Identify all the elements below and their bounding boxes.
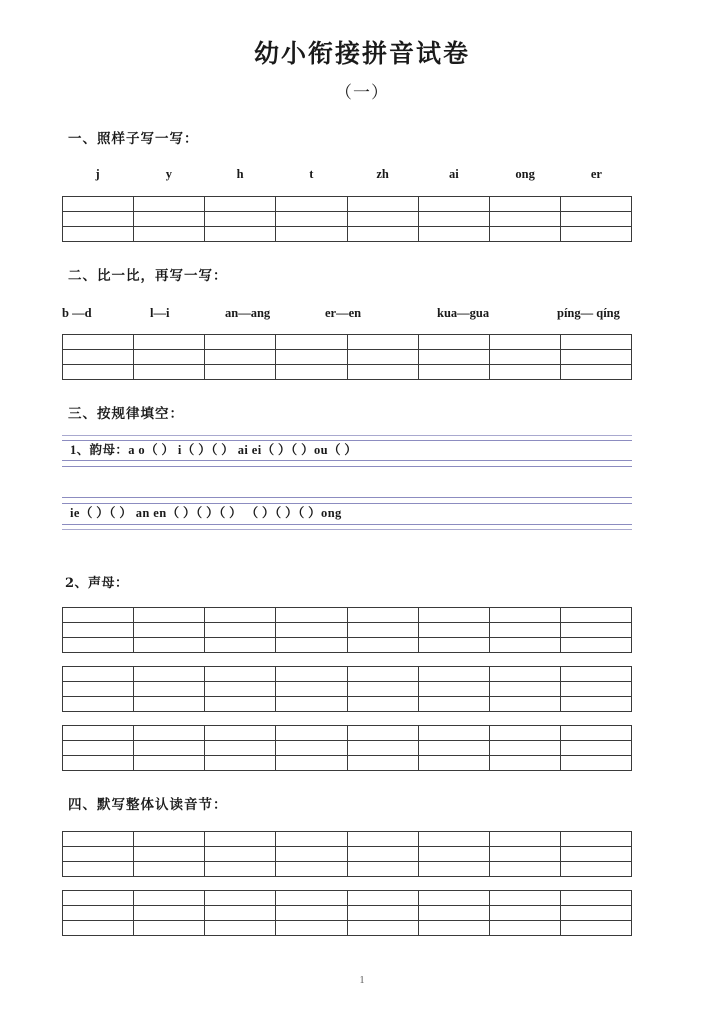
- grid-cell[interactable]: [347, 906, 418, 921]
- grid-cell[interactable]: [276, 697, 347, 712]
- grid-cell[interactable]: [63, 756, 134, 771]
- grid-cell[interactable]: [418, 623, 489, 638]
- grid-cell[interactable]: [489, 756, 560, 771]
- grid-cell[interactable]: [489, 697, 560, 712]
- sample-letter: ai: [449, 166, 459, 181]
- grid-cell[interactable]: [205, 623, 276, 638]
- grid-cell[interactable]: [134, 608, 205, 623]
- grid-cell[interactable]: [276, 226, 347, 241]
- table-row[interactable]: [63, 697, 632, 712]
- grid-cell[interactable]: [63, 891, 134, 906]
- grid-cell[interactable]: [347, 364, 418, 379]
- grid-cell[interactable]: [347, 847, 418, 862]
- grid-cell[interactable]: [276, 196, 347, 211]
- grid-cell[interactable]: [560, 638, 631, 653]
- grid-cell[interactable]: [347, 891, 418, 906]
- grid-cell[interactable]: [418, 349, 489, 364]
- grid-cell[interactable]: [560, 726, 631, 741]
- grid-cell[interactable]: [418, 364, 489, 379]
- grid-cell[interactable]: [418, 667, 489, 682]
- compare-pair: b —d: [62, 305, 92, 320]
- grid-cell[interactable]: [205, 682, 276, 697]
- table-row[interactable]: [63, 921, 632, 936]
- table-row[interactable]: [63, 364, 632, 379]
- grid-cell[interactable]: [418, 726, 489, 741]
- section-heading-three: 三、按规律填空：: [68, 405, 184, 422]
- grid-cell[interactable]: [276, 726, 347, 741]
- grid-cell[interactable]: [205, 726, 276, 741]
- grid-cell[interactable]: [276, 682, 347, 697]
- table-row[interactable]: [63, 196, 632, 211]
- table-row[interactable]: [63, 608, 632, 623]
- grid-cell[interactable]: [134, 638, 205, 653]
- grid-cell[interactable]: [489, 906, 560, 921]
- grid-cell[interactable]: [560, 349, 631, 364]
- grid-cell[interactable]: [205, 226, 276, 241]
- grid-cell[interactable]: [560, 862, 631, 877]
- grid-cell[interactable]: [134, 226, 205, 241]
- grid-cell[interactable]: [63, 364, 134, 379]
- grid-cell[interactable]: [489, 349, 560, 364]
- grid-cell[interactable]: [276, 334, 347, 349]
- grid-cell[interactable]: [276, 891, 347, 906]
- grid-cell[interactable]: [560, 697, 631, 712]
- sample-letter: t: [309, 166, 314, 181]
- initials-grid-one[interactable]: [62, 607, 632, 653]
- grid-cell[interactable]: [418, 906, 489, 921]
- grid-cell[interactable]: [134, 726, 205, 741]
- table-row[interactable]: [63, 334, 632, 349]
- grid-cell[interactable]: [560, 847, 631, 862]
- grid-cell[interactable]: [560, 921, 631, 936]
- grid-cell[interactable]: [489, 921, 560, 936]
- table-row[interactable]: [63, 832, 632, 847]
- table-row[interactable]: [63, 906, 632, 921]
- table-row[interactable]: [63, 682, 632, 697]
- grid-cell[interactable]: [205, 906, 276, 921]
- syllables-grid-two[interactable]: [62, 890, 632, 936]
- table-row[interactable]: [63, 891, 632, 906]
- grid-cell[interactable]: [489, 608, 560, 623]
- grid-cell[interactable]: [205, 638, 276, 653]
- grid-cell[interactable]: [489, 862, 560, 877]
- grid-cell[interactable]: [205, 608, 276, 623]
- grid-cell[interactable]: [63, 726, 134, 741]
- table-row[interactable]: [63, 667, 632, 682]
- initials-grid-three[interactable]: [62, 725, 632, 771]
- grid-cell[interactable]: [347, 862, 418, 877]
- grid-cell[interactable]: [134, 211, 205, 226]
- grid-cell[interactable]: [276, 623, 347, 638]
- page-number: 1: [359, 975, 365, 986]
- grid-cell[interactable]: [134, 832, 205, 847]
- grid-cell[interactable]: [489, 226, 560, 241]
- sample-letter: h: [236, 166, 244, 181]
- grid-cell[interactable]: [560, 832, 631, 847]
- table-row[interactable]: [63, 349, 632, 364]
- grid-cell[interactable]: [63, 608, 134, 623]
- grid-cell[interactable]: [560, 623, 631, 638]
- grid-cell[interactable]: [347, 741, 418, 756]
- grid-cell[interactable]: [418, 697, 489, 712]
- grid-cell[interactable]: [347, 921, 418, 936]
- grid-cell[interactable]: [489, 726, 560, 741]
- grid-cell[interactable]: [418, 608, 489, 623]
- grid-cell[interactable]: [63, 667, 134, 682]
- grid-cell[interactable]: [205, 211, 276, 226]
- grid-cell[interactable]: [63, 638, 134, 653]
- grid-cell[interactable]: [347, 638, 418, 653]
- grid-cell[interactable]: [418, 226, 489, 241]
- grid-cell[interactable]: [489, 211, 560, 226]
- sample-letter: er: [590, 166, 602, 181]
- grid-cell[interactable]: [276, 756, 347, 771]
- grid-cell[interactable]: [276, 364, 347, 379]
- grid-cell[interactable]: [489, 364, 560, 379]
- grid-cell[interactable]: [560, 211, 631, 226]
- table-row[interactable]: [63, 862, 632, 877]
- grid-cell[interactable]: [560, 226, 631, 241]
- grid-cell[interactable]: [63, 196, 134, 211]
- compare-pair: er—en: [325, 305, 362, 320]
- grid-cell[interactable]: [205, 196, 276, 211]
- table-row[interactable]: [63, 726, 632, 741]
- grid-cell[interactable]: [134, 349, 205, 364]
- grid-cell[interactable]: [63, 862, 134, 877]
- grid-cell[interactable]: [276, 832, 347, 847]
- grid-cell[interactable]: [205, 891, 276, 906]
- grid-cell[interactable]: [276, 211, 347, 226]
- grid-cell[interactable]: [205, 667, 276, 682]
- compare-pair: an—ang: [225, 305, 271, 320]
- grid-cell[interactable]: [347, 196, 418, 211]
- grid-cell[interactable]: [205, 756, 276, 771]
- grid-cell[interactable]: [347, 608, 418, 623]
- grid-cell[interactable]: [560, 756, 631, 771]
- grid-cell[interactable]: [134, 334, 205, 349]
- grid-cell[interactable]: [134, 682, 205, 697]
- grid-cell[interactable]: [560, 196, 631, 211]
- grid-cell[interactable]: [134, 697, 205, 712]
- table-row[interactable]: [63, 847, 632, 862]
- table-row[interactable]: [63, 623, 632, 638]
- grid-cell[interactable]: [276, 921, 347, 936]
- grid-cell[interactable]: [560, 741, 631, 756]
- grid-cell[interactable]: [134, 891, 205, 906]
- table-row[interactable]: [63, 226, 632, 241]
- grid-cell[interactable]: [560, 334, 631, 349]
- grid-cell[interactable]: [560, 608, 631, 623]
- grid-cell[interactable]: [347, 832, 418, 847]
- grid-cell[interactable]: [276, 906, 347, 921]
- grid-cell[interactable]: [489, 638, 560, 653]
- grid-cell[interactable]: [205, 697, 276, 712]
- grid-cell[interactable]: [418, 891, 489, 906]
- writing-grid-one[interactable]: [62, 196, 632, 242]
- grid-cell[interactable]: [276, 862, 347, 877]
- grid-cell[interactable]: [347, 226, 418, 241]
- grid-cell[interactable]: [205, 847, 276, 862]
- grid-cell[interactable]: [560, 364, 631, 379]
- section-heading-two: 二、比一比，再写一写：: [68, 267, 228, 284]
- grid-cell[interactable]: [489, 667, 560, 682]
- finals-pattern-block: [62, 435, 632, 530]
- grid-cell[interactable]: [134, 906, 205, 921]
- grid-cell[interactable]: [276, 638, 347, 653]
- grid-cell[interactable]: [489, 832, 560, 847]
- rule-line: [62, 529, 632, 530]
- grid-cell[interactable]: [134, 741, 205, 756]
- page-subtitle: （一）: [335, 82, 389, 103]
- table-row[interactable]: [63, 211, 632, 226]
- grid-cell[interactable]: [560, 891, 631, 906]
- grid-cell[interactable]: [276, 741, 347, 756]
- grid-cell[interactable]: [63, 682, 134, 697]
- grid-cell[interactable]: [276, 667, 347, 682]
- grid-cell[interactable]: [347, 726, 418, 741]
- grid-cell[interactable]: [347, 697, 418, 712]
- grid-cell[interactable]: [63, 697, 134, 712]
- grid-cell[interactable]: [418, 211, 489, 226]
- grid-cell[interactable]: [560, 906, 631, 921]
- grid-cell[interactable]: [418, 847, 489, 862]
- compare-pair: kua—gua: [437, 305, 490, 320]
- initials-grid-two[interactable]: [62, 666, 632, 712]
- grid-cell[interactable]: [347, 623, 418, 638]
- grid-cell[interactable]: [63, 847, 134, 862]
- grid-cell[interactable]: [276, 847, 347, 862]
- grid-cell[interactable]: [418, 638, 489, 653]
- grid-cell[interactable]: [418, 741, 489, 756]
- syllables-grid-one[interactable]: [62, 831, 632, 877]
- grid-cell[interactable]: [489, 623, 560, 638]
- grid-cell[interactable]: [134, 667, 205, 682]
- grid-cell[interactable]: [205, 862, 276, 877]
- grid-cell[interactable]: [205, 921, 276, 936]
- grid-cell[interactable]: [347, 349, 418, 364]
- grid-cell[interactable]: [134, 623, 205, 638]
- grid-cell[interactable]: [347, 334, 418, 349]
- grid-cell[interactable]: [63, 334, 134, 349]
- grid-cell[interactable]: [63, 921, 134, 936]
- grid-cell[interactable]: [134, 196, 205, 211]
- grid-cell[interactable]: [347, 211, 418, 226]
- grid-cell[interactable]: [63, 226, 134, 241]
- grid-cell[interactable]: [134, 921, 205, 936]
- writing-grid-two[interactable]: [62, 334, 632, 380]
- compare-pair: píng— qíng: [557, 305, 620, 320]
- grid-cell[interactable]: [205, 334, 276, 349]
- grid-cell[interactable]: [134, 756, 205, 771]
- grid-cell[interactable]: [489, 891, 560, 906]
- grid-cell[interactable]: [63, 906, 134, 921]
- grid-cell[interactable]: [347, 682, 418, 697]
- grid-cell[interactable]: [205, 741, 276, 756]
- sample-letter: j: [95, 166, 100, 181]
- grid-cell[interactable]: [418, 921, 489, 936]
- grid-cell[interactable]: [63, 741, 134, 756]
- grid-cell[interactable]: [347, 756, 418, 771]
- page-title: 幼小衔接拼音试卷: [253, 39, 470, 68]
- table-row[interactable]: [63, 741, 632, 756]
- table-row[interactable]: [63, 638, 632, 653]
- grid-cell[interactable]: [418, 832, 489, 847]
- grid-cell[interactable]: [134, 364, 205, 379]
- section-heading-one: 一、照样子写一写：: [68, 130, 199, 147]
- section-heading-four: 四、默写整体认读音节：: [68, 797, 228, 813]
- grid-cell[interactable]: [489, 334, 560, 349]
- sample-letters-row-one: [62, 167, 632, 182]
- grid-cell[interactable]: [418, 862, 489, 877]
- grid-cell[interactable]: [489, 741, 560, 756]
- grid-cell[interactable]: [560, 667, 631, 682]
- sample-letter: zh: [376, 166, 389, 181]
- grid-cell[interactable]: [276, 608, 347, 623]
- finals-line-two[interactable]: ie（ ）（ ） an en（ ）（ ）（ ） （ ）（ ）（ ）ong: [70, 506, 342, 521]
- compare-pairs-row: [62, 306, 632, 321]
- grid-cell[interactable]: [489, 682, 560, 697]
- grid-cell[interactable]: [205, 349, 276, 364]
- sample-letter: ong: [515, 166, 535, 181]
- grid-cell[interactable]: [63, 623, 134, 638]
- grid-cell[interactable]: [418, 682, 489, 697]
- grid-cell[interactable]: [418, 196, 489, 211]
- grid-cell[interactable]: [134, 847, 205, 862]
- grid-cell[interactable]: [63, 349, 134, 364]
- sample-letter: y: [165, 166, 172, 181]
- grid-cell[interactable]: [347, 667, 418, 682]
- grid-cell[interactable]: [560, 682, 631, 697]
- grid-cell[interactable]: [489, 847, 560, 862]
- grid-cell[interactable]: [418, 756, 489, 771]
- table-row[interactable]: [63, 756, 632, 771]
- grid-cell[interactable]: [63, 832, 134, 847]
- grid-cell[interactable]: [134, 862, 205, 877]
- subsection-heading-initials: 2、声母：: [65, 576, 129, 591]
- grid-cell[interactable]: [418, 334, 489, 349]
- compare-pair: l—i: [150, 305, 170, 320]
- grid-cell[interactable]: [489, 196, 560, 211]
- grid-cell[interactable]: [63, 211, 134, 226]
- grid-cell[interactable]: [276, 349, 347, 364]
- grid-cell[interactable]: [205, 364, 276, 379]
- finals-line-one[interactable]: 1、韵母：a o（ ） i（ ）（ ） ai ei（ ）（ ）ou（ ）: [70, 442, 358, 457]
- grid-cell[interactable]: [205, 832, 276, 847]
